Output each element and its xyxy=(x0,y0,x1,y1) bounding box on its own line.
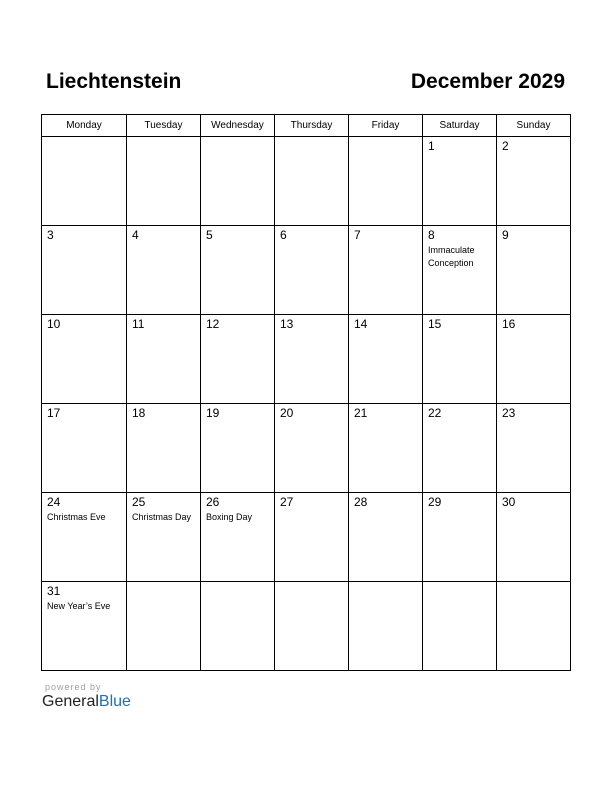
holiday-label xyxy=(349,242,422,244)
holiday-label xyxy=(349,420,422,422)
day-cell xyxy=(275,315,349,404)
day-cell xyxy=(497,582,571,671)
holiday-label: Christmas Eve xyxy=(47,512,106,522)
day-number: 25 xyxy=(132,495,146,509)
day-cell xyxy=(201,404,275,493)
day-number: 18 xyxy=(132,406,146,420)
day-number: 20 xyxy=(280,406,294,420)
holiday-label xyxy=(497,242,570,244)
day-cell xyxy=(275,582,349,671)
holiday-label xyxy=(275,509,348,511)
day-cell xyxy=(497,404,571,493)
day-cell xyxy=(349,226,423,315)
holiday-label xyxy=(497,420,570,422)
day-number: 17 xyxy=(47,406,61,420)
day-number: 19 xyxy=(206,406,220,420)
day-number: 30 xyxy=(502,495,516,509)
weekday-header: Wednesday xyxy=(201,115,275,137)
holiday-label xyxy=(127,585,200,587)
holiday-label xyxy=(42,331,126,333)
week-row xyxy=(42,137,571,226)
generalblue-logo[interactable] xyxy=(42,693,131,711)
country-title: Liechtenstein xyxy=(46,70,182,93)
day-number: 26 xyxy=(206,495,220,509)
day-cell xyxy=(42,404,127,493)
day-number: 16 xyxy=(502,317,516,331)
holiday-label xyxy=(127,140,200,142)
day-number: 4 xyxy=(132,228,139,242)
day-cell xyxy=(42,137,127,226)
week-row xyxy=(42,315,571,404)
day-cell xyxy=(127,582,201,671)
weekday-header: Thursday xyxy=(275,115,349,137)
day-cell xyxy=(127,137,201,226)
day-number: 22 xyxy=(428,406,442,420)
day-cell xyxy=(497,226,571,315)
day-number: 14 xyxy=(354,317,368,331)
holiday-label xyxy=(423,420,496,422)
day-number: 5 xyxy=(206,228,213,242)
holiday-label xyxy=(42,420,126,422)
holiday-label xyxy=(497,585,570,587)
day-number: 3 xyxy=(47,228,54,242)
holiday-label xyxy=(497,509,570,511)
week-row xyxy=(42,226,571,315)
day-cell xyxy=(127,315,201,404)
holiday-label xyxy=(201,140,274,142)
holiday-label xyxy=(201,242,274,244)
day-cell xyxy=(127,226,201,315)
weekday-header-row xyxy=(42,115,571,137)
holiday-label xyxy=(349,140,422,142)
day-cell xyxy=(42,226,127,315)
brand-general-text: General xyxy=(42,693,99,710)
holiday-label xyxy=(349,585,422,587)
holiday-label xyxy=(127,420,200,422)
day-number: 27 xyxy=(280,495,294,509)
day-number: 13 xyxy=(280,317,294,331)
holiday-label xyxy=(423,153,496,155)
day-cell xyxy=(423,493,497,582)
day-cell xyxy=(42,315,127,404)
holiday-label: Christmas Day xyxy=(132,512,192,522)
day-number: 2 xyxy=(502,139,509,153)
day-cell xyxy=(349,315,423,404)
day-number: 7 xyxy=(354,228,361,242)
day-cell xyxy=(349,137,423,226)
holiday-label xyxy=(423,331,496,333)
weekday-header: Saturday xyxy=(423,115,497,137)
holiday-label xyxy=(349,331,422,333)
weekday-header: Sunday xyxy=(497,115,571,137)
day-number: 23 xyxy=(502,406,516,420)
holiday-label: New Year’s Eve xyxy=(47,601,111,611)
powered-by-label: powered by xyxy=(45,682,102,692)
day-number: 28 xyxy=(354,495,368,509)
day-number: 6 xyxy=(280,228,287,242)
day-cell xyxy=(127,493,201,582)
holiday-label xyxy=(201,420,274,422)
holiday-label xyxy=(497,331,570,333)
day-cell xyxy=(497,493,571,582)
month-year-title: December 2029 xyxy=(410,70,565,93)
day-number: 11 xyxy=(132,317,145,331)
day-number: 9 xyxy=(502,228,509,242)
holiday-label xyxy=(275,420,348,422)
holiday-label xyxy=(275,585,348,587)
day-number: 29 xyxy=(428,495,442,509)
week-row xyxy=(42,582,571,671)
day-cell xyxy=(201,226,275,315)
day-cell xyxy=(201,315,275,404)
weekday-header: Friday xyxy=(349,115,423,137)
holiday-label xyxy=(275,242,348,244)
day-cell xyxy=(42,493,127,582)
holiday-label: Immaculate Conception xyxy=(428,245,475,268)
day-cell xyxy=(349,582,423,671)
holiday-label xyxy=(201,585,274,587)
calendar-grid xyxy=(41,114,571,671)
weekday-header: Tuesday xyxy=(127,115,201,137)
brand-blue-text: Blue xyxy=(98,693,131,710)
day-cell xyxy=(423,582,497,671)
holiday-label xyxy=(423,585,496,587)
footer-branding xyxy=(42,682,131,711)
holiday-label xyxy=(42,140,126,142)
day-cell xyxy=(201,493,275,582)
day-cell xyxy=(423,137,497,226)
day-cell xyxy=(275,493,349,582)
day-cell xyxy=(497,137,571,226)
day-cell xyxy=(42,582,127,671)
holiday-label xyxy=(127,242,200,244)
holiday-label xyxy=(275,140,348,142)
holiday-label xyxy=(423,509,496,511)
day-number: 10 xyxy=(47,317,61,331)
day-cell xyxy=(275,404,349,493)
holiday-label xyxy=(127,331,200,333)
day-cell xyxy=(127,404,201,493)
day-cell xyxy=(349,493,423,582)
day-cell xyxy=(275,137,349,226)
day-number: 1 xyxy=(428,139,435,153)
day-cell xyxy=(423,226,497,315)
day-number: 31 xyxy=(47,584,61,598)
day-cell xyxy=(423,315,497,404)
day-number: 12 xyxy=(206,317,220,331)
holiday-label xyxy=(275,331,348,333)
day-cell xyxy=(497,315,571,404)
holiday-label xyxy=(42,242,126,244)
day-number: 21 xyxy=(354,406,368,420)
day-number: 15 xyxy=(428,317,442,331)
day-cell xyxy=(275,226,349,315)
holiday-label xyxy=(497,153,570,155)
day-number: 8 xyxy=(428,228,435,242)
day-number: 24 xyxy=(47,495,61,509)
day-cell xyxy=(349,404,423,493)
day-cell xyxy=(423,404,497,493)
holiday-label xyxy=(201,331,274,333)
week-row xyxy=(42,404,571,493)
day-cell xyxy=(201,582,275,671)
weekday-header: Monday xyxy=(42,115,127,137)
week-row xyxy=(42,493,571,582)
holiday-label: Boxing Day xyxy=(206,512,253,522)
day-cell xyxy=(201,137,275,226)
holiday-label xyxy=(349,509,422,511)
